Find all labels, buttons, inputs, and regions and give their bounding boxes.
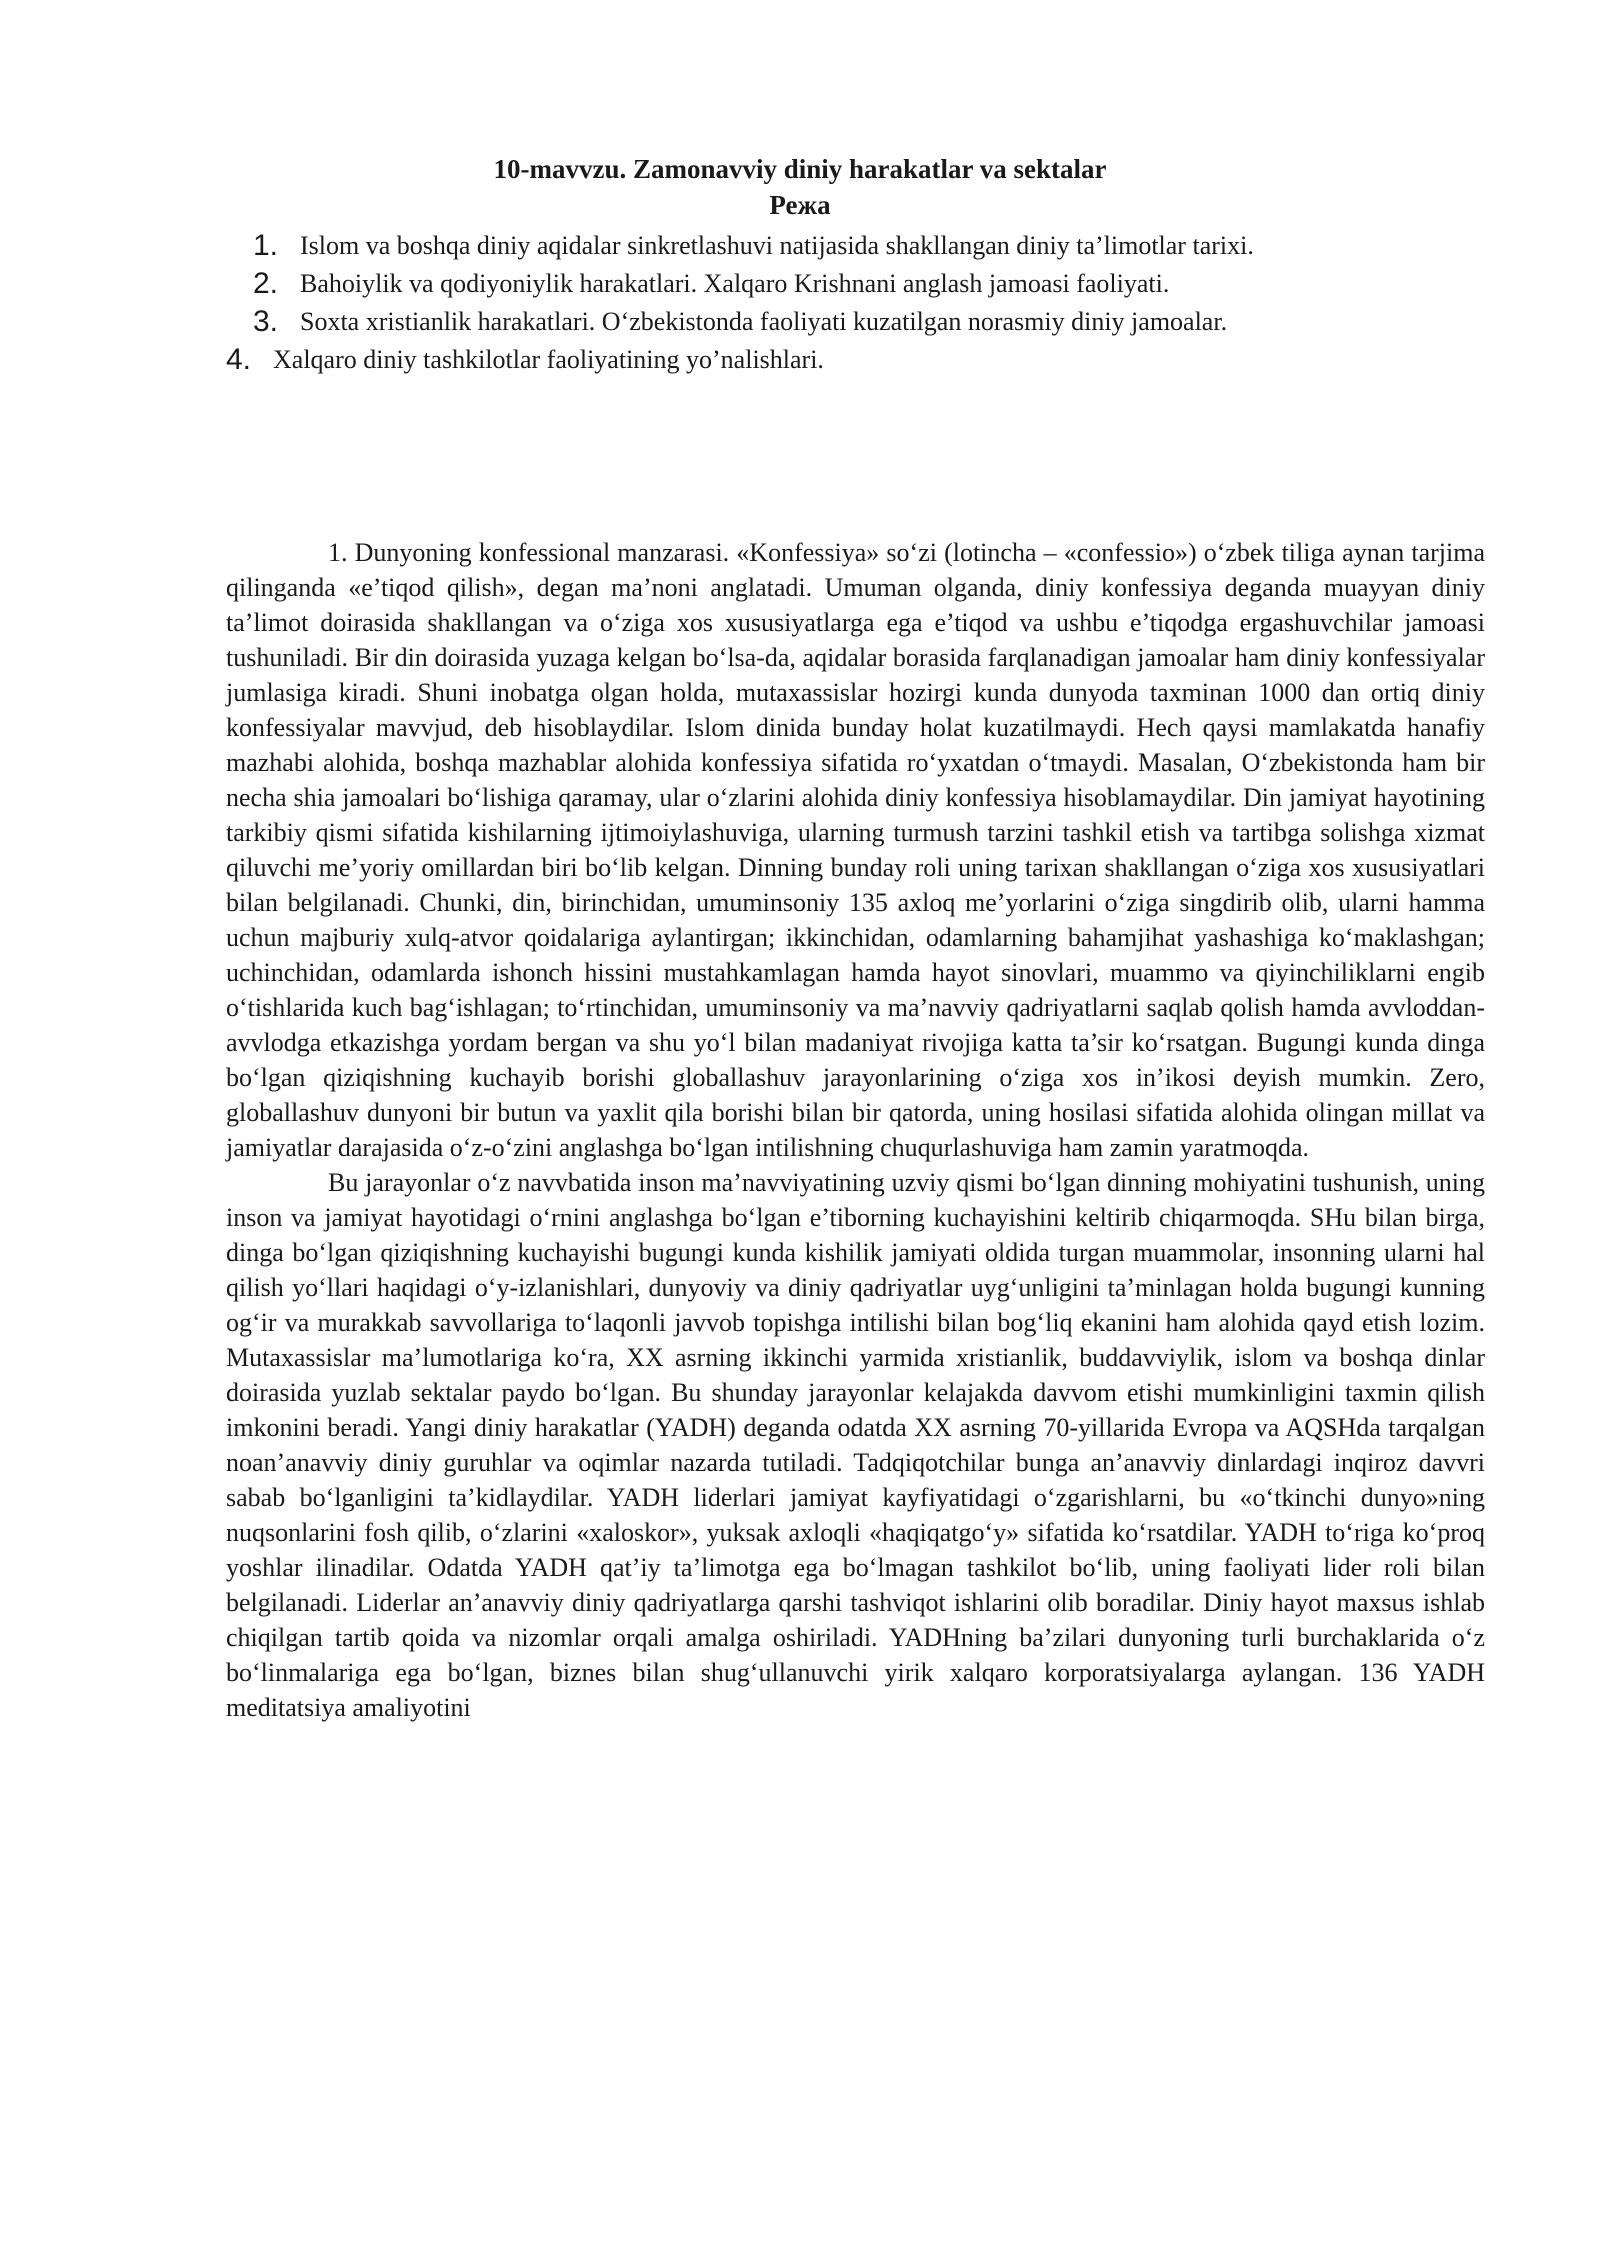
plan-item bbox=[226, 342, 1485, 377]
plan-item-text: Islom va boshqa diniy aqidalar sinkretlashuvi natijasida shakllangan diniy ta’limotlar tarixi. bbox=[300, 231, 1254, 260]
document-body bbox=[226, 535, 1485, 1725]
plan-item-number: 1. bbox=[253, 229, 279, 262]
plan-list bbox=[226, 228, 1485, 380]
plan-item bbox=[253, 228, 1485, 263]
plan-heading: Режа bbox=[769, 190, 831, 220]
plan-item-text: Bahoiylik va qodiyoniylik harakatlari. Xalqaro Krishnani anglash jamoasi faoliyati. bbox=[300, 269, 1170, 298]
plan-item-number: 2. bbox=[253, 267, 279, 300]
plan-item bbox=[253, 266, 1485, 301]
plan-item-number: 4. bbox=[226, 343, 252, 376]
plan-item bbox=[253, 304, 1485, 339]
plan-item-number: 3. bbox=[253, 305, 279, 338]
body-paragraph: Bu jarayonlar o‘z navvbatida inson ma’navviyatining uzviy qismi bo‘lgan dinning mohiyatini tushunish, uning inson va jamiyat hayotidagi o‘rnini anglashga bo‘lgan e’tiborning kuchayishini keltirib chiqarmoqda. SHu bilan birga, dinga bo‘lgan qiziqishning kuchayishi bugungi kunda kishilik jamiyati oldida turgan muammolar, insonning ularni hal qilish yo‘llari haqidagi o‘y-izlanishlari, dunyoviy va diniy qadriyatlar uyg‘unligini ta’minlagan holda bugungi kunning og‘ir va murakkab savvollariga to‘laqonli javvob topishga intilishi bilan bog‘liq ekanini ham alohida qayd etish lozim. Mutaxassislar ma’lumotlariga ko‘ra, XX asrning ikkinchi yarmida xristianlik, buddavviylik, islom va boshqa dinlar doirasida yuzlab sektalar paydo bo‘lgan. Bu shunday jarayonlar kelajakda davvom etishi mumkinligini taxmin qilish imkonini beradi. Yangi diniy harakatlar (YADH) deganda odatda XX asrning 70-yillarida Evropa va AQSHda tarqalgan noan’anavviy diniy guruhlar va oqimlar nazarda tutiladi. Tadqiqotchilar bunga an’anavviy dinlardagi inqiroz davvri sabab bo‘lganligini ta’kidlaydilar. YADH liderlari jamiyat kayfiyatidagi o‘zgarishlarni, bu «o‘tkinchi dunyo»ning nuqsonlarini fosh qilib, o‘zlarini «xaloskor», yuksak axloqli «haqiqatgo‘y» sifatida ko‘rsatdilar. YADH to‘riga ko‘proq yoshlar ilinadilar. Odatda YADH qat’iy ta’limotga ega bo‘lmagan tashkilot bo‘lib, uning faoliyati lider roli bilan belgilanadi. Liderlar an’anavviy diniy qadriyatlarga qarshi tashviqot ishlarini olib boradilar. Diniy hayot maxsus ishlab chiqilgan tartib qoida va nizomlar orqali amalga oshiriladi. YADHning ba’zilari dunyoning turli burchaklarida o‘z bo‘linmalariga ega bo‘lgan, biznes bilan shug‘ullanuvchi yirik xalqaro korporatsiyalarga aylangan. 136 YADH meditatsiya amaliyotini bbox=[226, 1168, 1485, 1722]
plan-item-text: Xalqaro diniy tashkilotlar faoliyatining yo’nalishlari. bbox=[273, 345, 824, 374]
plan-item-text: Soxta xristianlik harakatlari. O‘zbekistonda faoliyati kuzatilgan norasmiy diniy jamoalar. bbox=[300, 307, 1228, 336]
document-title: 10-mavvzu. Zamonavviy diniy harakatlar va sektalar bbox=[493, 154, 1107, 184]
body-paragraph: 1. Dunyoning konfessional manzarasi. «Konfessiya» so‘zi (lotincha – «confessio») o‘zbek tiliga aynan tarjima qilinganda «e’tiqod qilish», degan ma’noni anglatadi. Umuman olganda, diniy konfessiya deganda muayyan diniy ta’limot doirasida shakllangan va o‘ziga xos xususiyatlarga ega e’tiqod va ushbu e’tiqodga ergashuvchilar jamoasi tushuniladi. Bir din doirasida yuzaga kelgan bo‘lsa-da, aqidalar borasida farqlanadigan jamoalar ham diniy konfessiyalar jumlasiga kiradi. Shuni inobatga olgan holda, mutaxassislar hozirgi kunda dunyoda taxminan 1000 dan ortiq diniy konfessiyalar mavvjud, deb hisoblaydilar. Islom dinida bunday holat kuzatilmaydi. Hech qaysi mamlakatda hanafiy mazhabi alohida, boshqa mazhablar alohida konfessiya sifatida ro‘yxatdan o‘tmaydi. Masalan, O‘zbekistonda ham bir necha shia jamoalari bo‘lishiga qaramay, ular o‘zlarini alohida diniy konfessiya hisoblamaydilar. Din jamiyat hayotining tarkibiy qismi sifatida kishilarning ijtimoiylashuviga, ularning turmush tarzini tashkil etish va tartibga solishga xizmat qiluvchi me’yoriy omillardan biri bo‘lib kelgan. Dinning bunday roli uning tarixan shakllangan o‘ziga xos xususiyatlari bilan belgilanadi. Chunki, din, birinchidan, umuminsoniy 135 axloq me’yorlarini o‘ziga singdirib olib, ularni hamma uchun majburiy xulq-atvor qoidalariga aylantirgan; ikkinchidan, odamlarning bahamjihat yashashiga ko‘maklashgan; uchinchidan, odamlarda ishonch hissini mustahkamlagan hamda hayot sinovlari, muammo va qiyinchiliklarni engib o‘tishlarida kuch bag‘ishlagan; to‘rtinchidan, umuminsoniy va ma’navviy qadriyatlarni saqlab qolish hamda avvloddan-avvlodga etkazishga yordam bergan va shu yo‘l bilan madaniyat rivojiga katta ta’sir ko‘rsatgan. Bugungi kunda dinga bo‘lgan qiziqishning kuchayib borishi globallashuv jarayonlarining o‘ziga xos in’ikosi deyish mumkin. Zero, globallashuv dunyoni bir butun va yaxlit qila borishi bilan bir qatorda, uning hosilasi sifatida alohida olingan millat va jamiyatlar darajasida o‘z-o‘zini anglashga bo‘lgan intilishning chuqurlashuviga ham zamin yaratmoqda. bbox=[226, 538, 1485, 1162]
